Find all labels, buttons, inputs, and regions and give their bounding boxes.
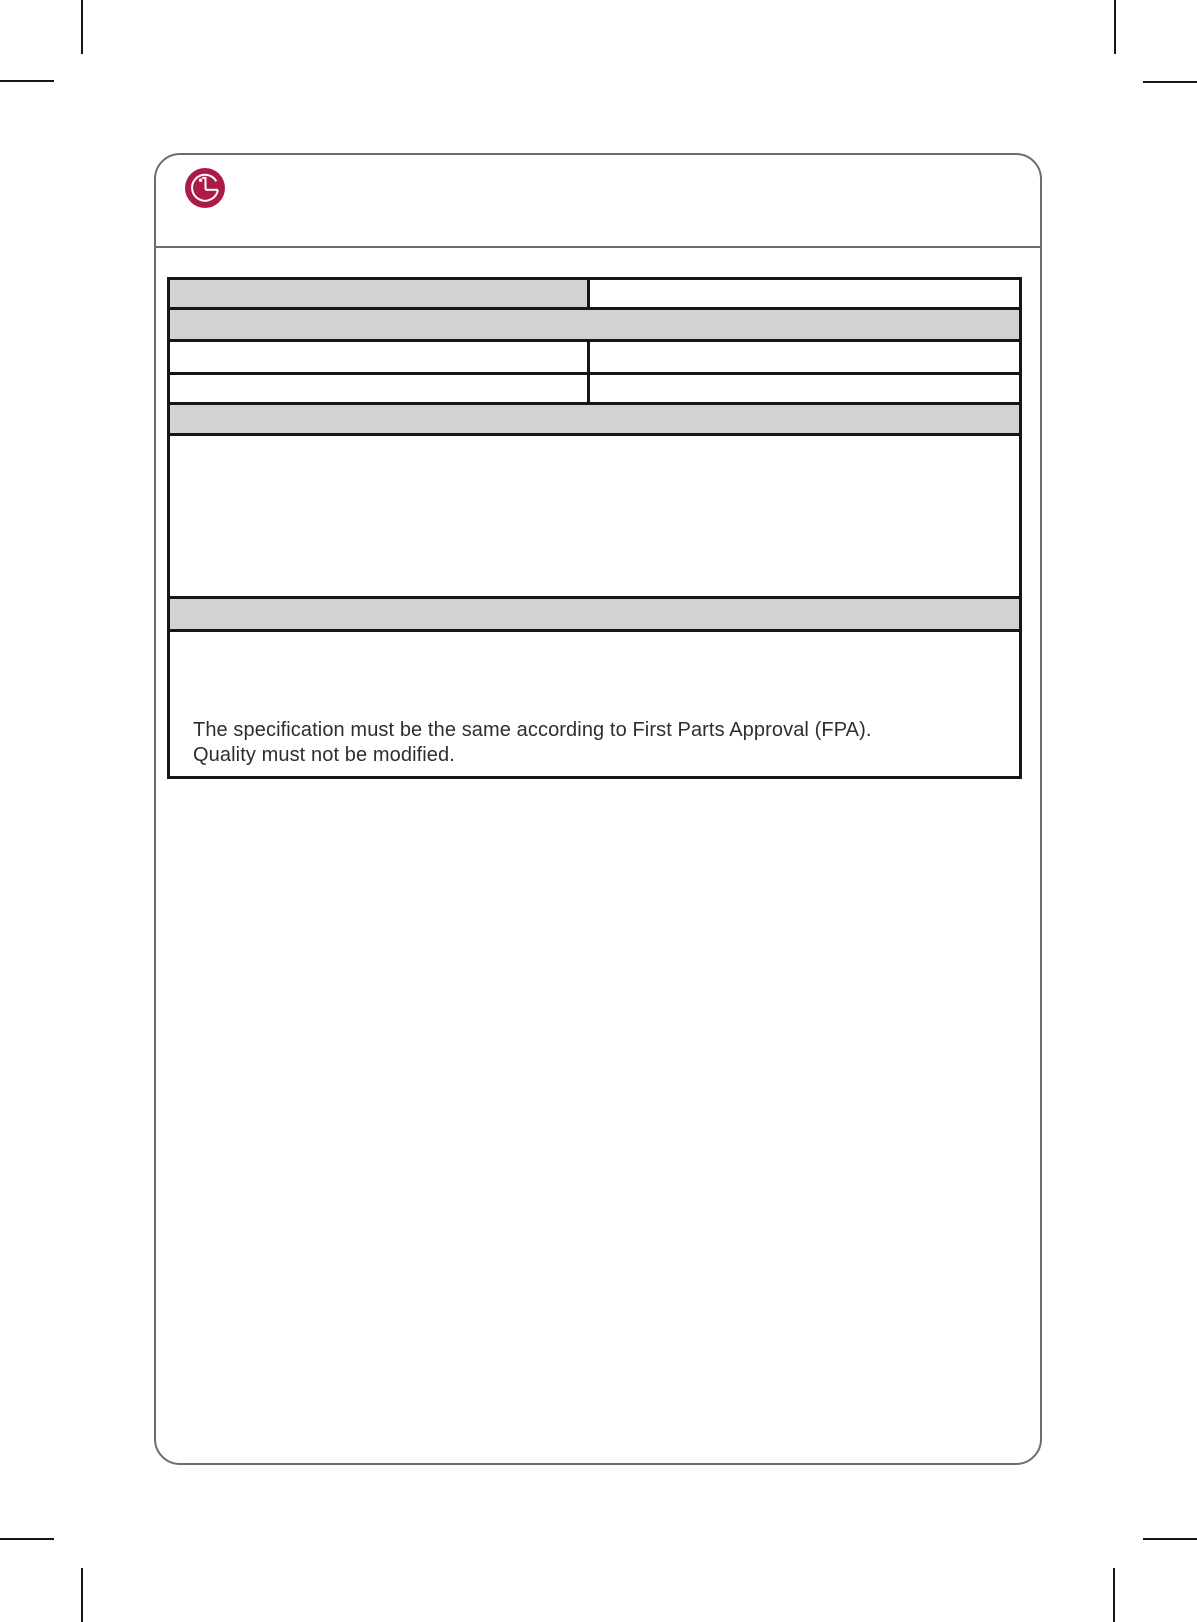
spec-form-table [167,277,1022,779]
crop-mark-top-left-vertical [81,0,83,54]
form-row-2-band [170,310,1019,342]
crop-mark-top-right-horizontal [1143,81,1197,83]
form-cell-r3-right [590,342,1019,372]
form-cell-r4-right [590,375,1019,402]
crop-mark-top-left-horizontal [0,80,54,82]
form-row-6-blank-area [170,436,1019,599]
crop-mark-bottom-right-horizontal [1143,1538,1197,1540]
note-text-block [170,632,1019,768]
form-row-7-band [170,599,1019,632]
form-cell-r3-left [170,342,590,372]
crop-mark-bottom-left-vertical [81,1568,83,1622]
form-cell-r1-label [170,280,590,307]
form-cell-r1-value [590,280,1019,307]
crop-mark-bottom-left-horizontal [0,1538,54,1540]
form-row-8-note-area [170,632,1019,776]
crop-mark-bottom-right-vertical [1113,1568,1115,1622]
lg-logo-icon [185,168,225,208]
form-cell-r4-left [170,375,590,402]
page-header [156,155,1040,248]
crop-mark-top-right-vertical [1114,0,1116,54]
form-row-4 [170,375,1019,405]
form-row-1 [170,280,1019,310]
note-text-line-1: The specification must be the same according to First Parts Approval (FPA). [193,719,872,741]
form-row-3 [170,342,1019,375]
document-page [154,153,1042,1465]
note-text-line-2: Quality must not be modified. [193,744,455,766]
form-row-5-band [170,405,1019,436]
